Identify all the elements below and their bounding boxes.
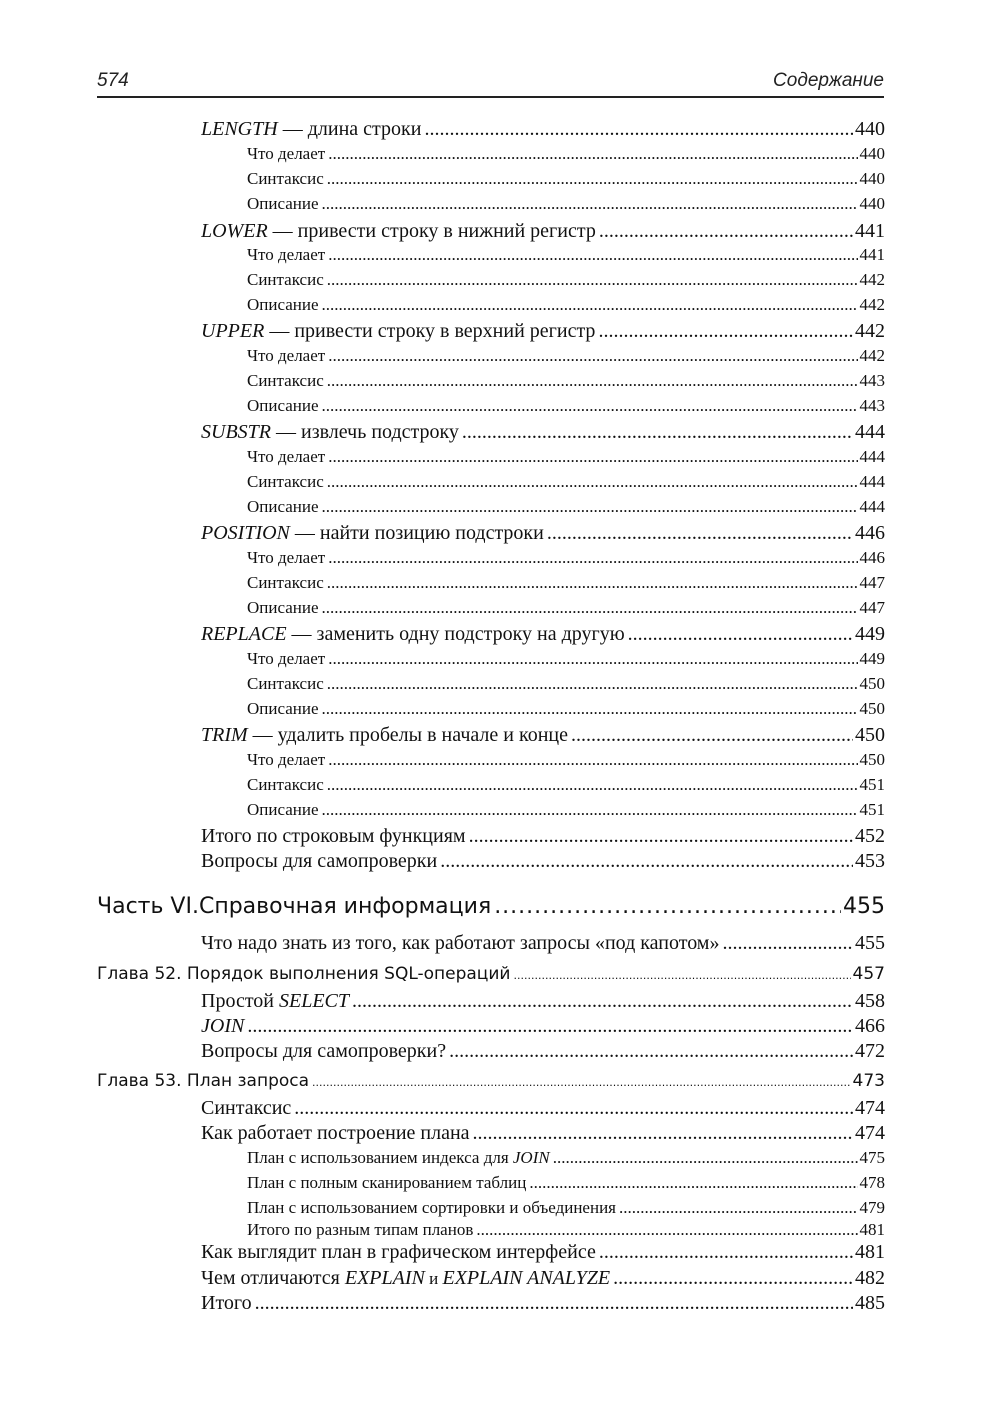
- toc-page-number: 444: [859, 472, 885, 491]
- toc-page-number: 444: [855, 421, 885, 443]
- toc-entry: [201, 421, 885, 446]
- toc-entry: [247, 295, 885, 320]
- toc-entry-title: [247, 800, 322, 820]
- toc-entry: [247, 573, 885, 598]
- toc-page-number: 472: [855, 1040, 885, 1062]
- toc-page-number: 473: [852, 1071, 885, 1091]
- toc-page-number: 481: [859, 1220, 885, 1239]
- toc-entry: [201, 118, 885, 143]
- toc-dot-leader: [424, 118, 853, 141]
- toc-dot-leader: [473, 1122, 853, 1145]
- toc-dot-leader: [352, 990, 853, 1013]
- toc-dot-leader: [598, 320, 853, 343]
- toc-dot-leader: [513, 969, 850, 982]
- toc-entry: [201, 1015, 885, 1040]
- toc-entry-text: Что делает: [247, 346, 326, 365]
- toc-page-number: 442: [859, 270, 885, 289]
- toc-entry-text: Описание: [247, 800, 319, 819]
- toc-entry-title: [201, 1015, 247, 1038]
- toc-dot-leader: [322, 598, 858, 618]
- toc-dot-leader: [494, 894, 841, 919]
- toc-entry: [247, 699, 885, 724]
- toc-entry: [247, 169, 885, 194]
- toc-entry-text: Глава 53. План запроса: [97, 1071, 310, 1091]
- toc-entry-text: Синтаксис: [201, 1097, 292, 1119]
- toc-page-number: 442: [859, 295, 885, 314]
- toc-page-number: 446: [859, 548, 885, 567]
- toc-entry: [201, 1241, 885, 1266]
- toc-entry-title: [201, 1040, 449, 1063]
- toc-dot-leader: [327, 472, 858, 492]
- toc-entry-text: Синтаксис: [247, 270, 324, 289]
- toc-entry: [247, 1173, 885, 1198]
- toc-entry: [247, 548, 885, 573]
- toc-entry-text: — привести строку в нижний регистр: [267, 220, 596, 242]
- toc-entry-text: Глава 52. Порядок выполнения SQL-операций: [97, 964, 511, 984]
- toc-dot-leader: [529, 1173, 857, 1193]
- toc-entry-text: Итого по разным типам планов: [247, 1220, 474, 1239]
- toc-page-number: 443: [859, 371, 885, 390]
- toc-page-number: 474: [855, 1097, 885, 1119]
- toc-page-number: 442: [859, 346, 885, 365]
- toc-entry-text: — длина строки: [277, 118, 422, 140]
- toc-entry: [201, 1292, 885, 1317]
- toc-page-number: 443: [859, 396, 885, 415]
- toc-dot-leader: [327, 573, 858, 593]
- toc-page-number: 479: [859, 1198, 885, 1217]
- toc-entry-title: [247, 270, 327, 290]
- toc-dot-leader: [571, 724, 853, 747]
- toc-page-number: 450: [855, 724, 885, 746]
- toc-entry-text: Описание: [247, 699, 319, 718]
- toc-entry-text: Что делает: [247, 750, 326, 769]
- toc-entry-title: [247, 548, 328, 568]
- toc-entry-title: [247, 144, 328, 164]
- toc-entry-code: TRIM: [201, 724, 248, 746]
- toc-entry: [247, 674, 885, 699]
- toc-entry-code: UPPER: [201, 320, 265, 342]
- toc-page-number: 444: [859, 497, 885, 516]
- toc-entry-title: [201, 623, 628, 646]
- toc-entry-code: LOWER: [201, 220, 268, 242]
- toc-page-number: 482: [855, 1267, 885, 1289]
- toc-page-number: 440: [859, 144, 885, 163]
- toc-entry: [201, 724, 885, 749]
- toc-dot-leader: [462, 421, 853, 444]
- toc-page-number: 450: [859, 750, 885, 769]
- toc-entry-text: Синтаксис: [247, 472, 324, 491]
- toc-entry-text: — удалить пробелы в начале и конце: [247, 724, 568, 746]
- toc-dot-leader: [476, 1220, 857, 1240]
- toc-entry-title: [201, 320, 598, 343]
- toc-entry-text: План с использованием сортировки и объединения: [247, 1198, 616, 1217]
- toc-entry-text: Как работает построение плана: [201, 1122, 470, 1144]
- toc-dot-leader: [722, 932, 853, 955]
- toc-dot-leader: [328, 144, 857, 164]
- toc-dot-leader: [327, 674, 858, 694]
- toc-dot-leader: [312, 1076, 851, 1089]
- toc-dot-leader: [328, 245, 857, 265]
- toc-page-number: 451: [859, 800, 885, 819]
- toc-dot-leader: [327, 371, 858, 391]
- toc-entry-title: [247, 245, 328, 265]
- toc-entry-title: [247, 1173, 529, 1193]
- toc-entry: [247, 649, 885, 674]
- toc-entry-title: [201, 1267, 613, 1290]
- toc-entry-title: [201, 220, 599, 243]
- toc-entry-title: [201, 118, 424, 141]
- toc-dot-leader: [328, 649, 857, 669]
- toc-entry-text: Описание: [247, 295, 319, 314]
- toc-entry-title: [247, 169, 327, 189]
- toc-entry-text: Часть VI.Справочная информация: [97, 894, 492, 919]
- toc-dot-leader: [449, 1040, 853, 1063]
- toc-entry-text: Итого: [201, 1292, 252, 1314]
- toc-page-number: 446: [855, 522, 885, 544]
- toc-entry: [247, 1148, 885, 1173]
- toc-chapter-entry: [97, 964, 885, 988]
- toc-entry-title: [247, 497, 322, 517]
- toc-entry: [247, 396, 885, 421]
- toc-entry-text: Что надо знать из того, как работают запросы «под капотом»: [201, 932, 720, 954]
- toc-entry: [201, 1040, 885, 1065]
- toc-chapter-entry: [97, 1071, 885, 1095]
- toc-dot-leader: [328, 548, 857, 568]
- toc-entry-code: REPLACE: [201, 623, 287, 645]
- toc-dot-leader: [322, 295, 858, 315]
- toc-entry-title: [247, 1220, 476, 1240]
- toc-entry: [247, 750, 885, 775]
- toc-entry-code: LENGTH: [201, 118, 278, 140]
- toc-entry-text: и: [424, 1269, 443, 1288]
- toc-entry-code: SELECT: [279, 990, 350, 1012]
- toc-entry: [247, 270, 885, 295]
- toc-dot-leader: [294, 1097, 853, 1120]
- toc-entry-text: Синтаксис: [247, 371, 324, 390]
- toc-entry: [201, 320, 885, 345]
- toc-page-number: 449: [855, 623, 885, 645]
- toc-dot-leader: [322, 699, 858, 719]
- toc-entry-title: [97, 1071, 312, 1091]
- toc-page-number: 451: [859, 775, 885, 794]
- toc-dot-leader: [440, 850, 853, 873]
- toc-entry: [201, 990, 885, 1015]
- toc-entry-title: [201, 990, 352, 1013]
- toc-entry-text: Простой: [201, 990, 279, 1012]
- toc-entry-title: [247, 371, 327, 391]
- toc-page-number: 481: [855, 1241, 885, 1263]
- toc-entry-title: [247, 396, 322, 416]
- toc-entry-title: [201, 724, 571, 747]
- toc-dot-leader: [327, 775, 858, 795]
- toc-page-number: 450: [859, 699, 885, 718]
- toc-entry-title: [247, 598, 322, 618]
- toc-entry-code: SUBSTR: [201, 421, 271, 443]
- toc-entry-title: [247, 295, 322, 315]
- toc-entry: [201, 1267, 885, 1292]
- toc-entry-text: Вопросы для самопроверки: [201, 850, 438, 872]
- toc-entry: [247, 472, 885, 497]
- toc-entry-code: EXPLAIN ANALYZE: [442, 1267, 611, 1289]
- toc-entry-title: [97, 964, 513, 984]
- toc-entry-title: [247, 649, 328, 669]
- toc-entry-text: Синтаксис: [247, 674, 324, 693]
- toc-entry-text: План с использованием индекса для: [247, 1148, 513, 1167]
- toc-entry-title: [247, 775, 327, 795]
- toc-entry: [201, 932, 885, 957]
- toc-entry-title: [247, 750, 328, 770]
- toc-dot-leader: [628, 623, 853, 646]
- toc-page-number: 441: [855, 220, 885, 242]
- toc-entry: [247, 245, 885, 270]
- toc-entry-title: [247, 194, 322, 214]
- toc-entry-text: — привести строку в верхний регистр: [264, 320, 596, 342]
- toc-entry: [201, 825, 885, 850]
- toc-entry: [201, 220, 885, 245]
- toc-entry-code: JOIN: [201, 1015, 245, 1037]
- toc-entry-title: [247, 447, 328, 467]
- toc-entry-title: [201, 1122, 473, 1145]
- toc-entry-text: Описание: [247, 194, 319, 213]
- toc-entry-title: [201, 1241, 599, 1264]
- toc-page-number: 449: [859, 649, 885, 668]
- toc-entry-text: — заменить одну подстроку на другую: [286, 623, 625, 645]
- toc-dot-leader: [469, 825, 853, 848]
- toc-entry-text: Что делает: [247, 548, 326, 567]
- toc-entry: [201, 850, 885, 875]
- toc-entry-text: Что делает: [247, 245, 326, 264]
- toc-dot-leader: [255, 1292, 853, 1315]
- toc-dot-leader: [322, 194, 858, 214]
- toc-page-number: 452: [855, 825, 885, 847]
- toc-dot-leader: [322, 396, 858, 416]
- toc-page-number: 455: [843, 894, 885, 919]
- toc-page-number: 475: [859, 1148, 885, 1167]
- toc-entry-code: POSITION: [201, 522, 290, 544]
- toc-entry-text: Чем отличаются: [201, 1267, 345, 1289]
- toc-part-entry: [97, 894, 885, 928]
- toc-dot-leader: [327, 270, 858, 290]
- toc-entry-text: Как выглядит план в графическом интерфейсе: [201, 1241, 596, 1263]
- toc-dot-leader: [619, 1198, 858, 1218]
- toc-entry: [247, 144, 885, 169]
- toc-entry-title: [247, 346, 328, 366]
- toc-entry: [247, 598, 885, 623]
- toc-entry: [247, 194, 885, 219]
- toc-page-number: 458: [855, 990, 885, 1012]
- toc-page-number: 453: [855, 850, 885, 872]
- toc-dot-leader: [327, 169, 858, 189]
- toc-page-number: 440: [859, 169, 885, 188]
- toc-page-number: 440: [855, 118, 885, 140]
- toc-page-number: 455: [855, 932, 885, 954]
- toc-entry-title: [201, 421, 462, 444]
- toc-dot-leader: [599, 220, 853, 243]
- toc-page-number: 441: [859, 245, 885, 264]
- toc-entry-title: [201, 1292, 255, 1315]
- toc-entry: [247, 346, 885, 371]
- toc-entry: [201, 1097, 885, 1122]
- toc-dot-leader: [613, 1267, 853, 1290]
- toc-entry-title: [201, 825, 469, 848]
- toc-page-number: 485: [855, 1292, 885, 1314]
- toc-entry-text: Описание: [247, 598, 319, 617]
- toc-entry-code: JOIN: [512, 1148, 550, 1167]
- toc-entry-title: [247, 1198, 619, 1218]
- toc-entry: [201, 522, 885, 547]
- toc-dot-leader: [328, 447, 857, 467]
- toc-page-number: 474: [855, 1122, 885, 1144]
- toc-entry-title: [247, 1148, 553, 1168]
- toc-entry-title: [201, 932, 722, 955]
- toc-entry: [247, 447, 885, 472]
- toc-entry-text: Синтаксис: [247, 775, 324, 794]
- toc-page-number: 478: [859, 1173, 885, 1192]
- toc-entry-title: [201, 522, 547, 545]
- toc-entry-text: Итого по строковым функциям: [201, 825, 466, 847]
- toc-entry: [201, 1122, 885, 1147]
- toc-entry: [247, 497, 885, 522]
- section-title: Содержание: [773, 70, 884, 91]
- toc-dot-leader: [328, 346, 857, 366]
- toc-entry-text: Описание: [247, 497, 319, 516]
- toc-entry-text: Что делает: [247, 447, 326, 466]
- toc-dot-leader: [322, 497, 858, 517]
- toc-entry-title: [201, 1097, 294, 1120]
- toc-page-number: 444: [859, 447, 885, 466]
- toc-entry-text: — найти позицию подстроки: [289, 522, 544, 544]
- toc-dot-leader: [322, 800, 858, 820]
- toc-page-number: 450: [859, 674, 885, 693]
- toc-dot-leader: [547, 522, 853, 545]
- toc-page-number: 466: [855, 1015, 885, 1037]
- toc-entry-text: План с полным сканированием таблиц: [247, 1173, 527, 1192]
- toc-entry-title: [247, 674, 327, 694]
- toc-page-number: 447: [859, 598, 885, 617]
- toc-entry-title: [247, 573, 327, 593]
- toc-entry-text: Синтаксис: [247, 573, 324, 592]
- toc-dot-leader: [553, 1148, 858, 1168]
- toc-entry-title: [247, 472, 327, 492]
- toc-entry-title: [201, 850, 440, 873]
- toc-entry: [247, 800, 885, 825]
- toc-entry: [247, 775, 885, 800]
- toc-page-number: 447: [859, 573, 885, 592]
- toc-entry-title: [247, 699, 322, 719]
- toc-entry-text: Синтаксис: [247, 169, 324, 188]
- toc-entry-text: — извлечь подстроку: [271, 421, 459, 443]
- page-number: 574: [97, 70, 129, 91]
- toc-dot-leader: [247, 1015, 853, 1038]
- toc-entry: [247, 371, 885, 396]
- toc-dot-leader: [328, 750, 857, 770]
- toc-entry-title: [97, 894, 494, 919]
- toc-page-number: 442: [855, 320, 885, 342]
- toc-entry-text: Вопросы для самопроверки?: [201, 1040, 447, 1062]
- toc-entry-code: EXPLAIN: [344, 1267, 425, 1289]
- toc-entry-text: Что делает: [247, 144, 326, 163]
- toc-entry-text: Описание: [247, 396, 319, 415]
- toc-dot-leader: [599, 1241, 853, 1264]
- toc-entry-text: Что делает: [247, 649, 326, 668]
- toc-entry: [201, 623, 885, 648]
- toc-page-number: 440: [859, 194, 885, 213]
- toc-page-number: 457: [852, 964, 885, 984]
